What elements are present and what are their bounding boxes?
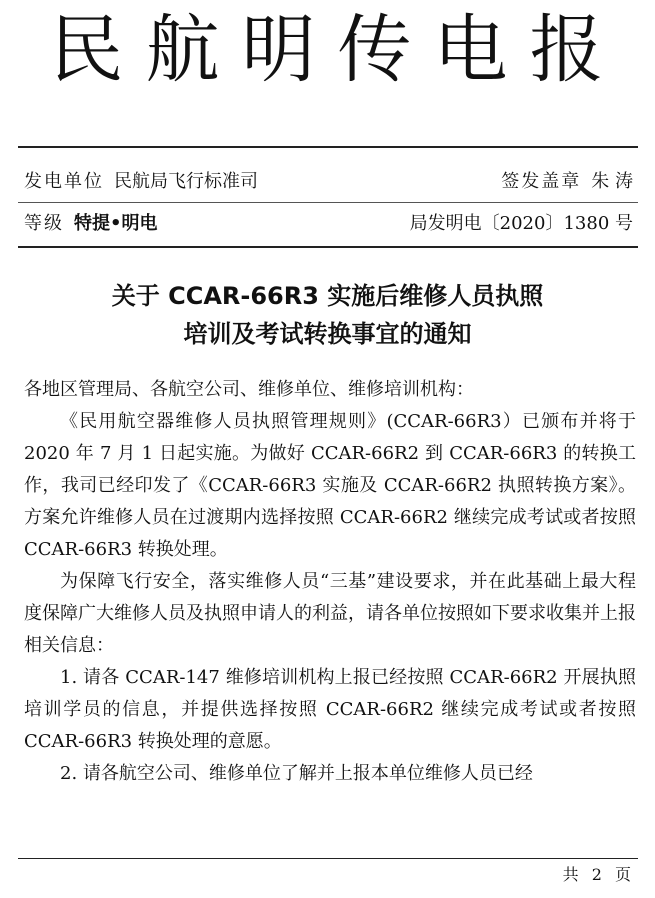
footer-divider [18,858,638,859]
sender-row [24,170,258,194]
grade-label: 等级 [24,213,64,234]
list-item-1: 1. 请各 CCAR-147 维修培训机构上报已经按照 CCAR-66R2 开展执照培训学员的信息，并提供选择按照 CCAR-66R2 继续完成考试或者按照 CCAR-66R3 转换处理的意愿。 [24,667,636,752]
masthead-title: 民航明传电报 [49,7,626,93]
grade-value: 特提•明电 [74,213,158,234]
document-body [24,374,636,790]
header-divider [18,246,638,248]
salutation: 各地区管理局、各航空公司、维修单位、维修培训机构： [24,379,474,400]
paragraph-1: 《民用航空器维修人员执照管理规则》(CCAR-66R3）已颁布并将于 2020 年 7 月 1 日起实施。为做好 CCAR-66R2 到 CCAR-66R3 的转换工作，我司已经印发了《CCAR-66R3 实施及 CCAR-66R2 执照转换方案》。方案允许维修人员在过渡期内选择按照 CCAR-66R2 继续完成考试或者按照 CCAR-66R3 转换处理。 [24,411,636,560]
signer-label: 签发盖章 [501,171,582,192]
document-title-line2: 培训及考试转换事宜的通知 [183,320,472,348]
grade-row [24,212,158,236]
masthead-divider [18,146,638,148]
meta-divider [18,202,638,203]
paragraph-2: 为保障飞行安全，落实维修人员“三基”建设要求，并在此基础上最大程度保障广大维修人员及执照申请人的利益，请各单位按照如下要求收集并上报相关信息： [24,571,636,656]
page-count: 共 2 页 [562,865,635,884]
sender-label: 发电单位 [24,171,104,192]
sender-value: 民航局飞行标准司 [114,171,258,192]
doc-number: 局发明电〔2020〕1380 号 [409,213,633,234]
signer-row [501,170,633,194]
list-item-2: 2. 请各航空公司、维修单位了解并上报本单位维修人员已经 [60,763,533,784]
signer-value: 朱 涛 [591,171,633,192]
document-title-line1: 关于 CCAR-66R3 实施后维修人员执照 [111,282,544,310]
